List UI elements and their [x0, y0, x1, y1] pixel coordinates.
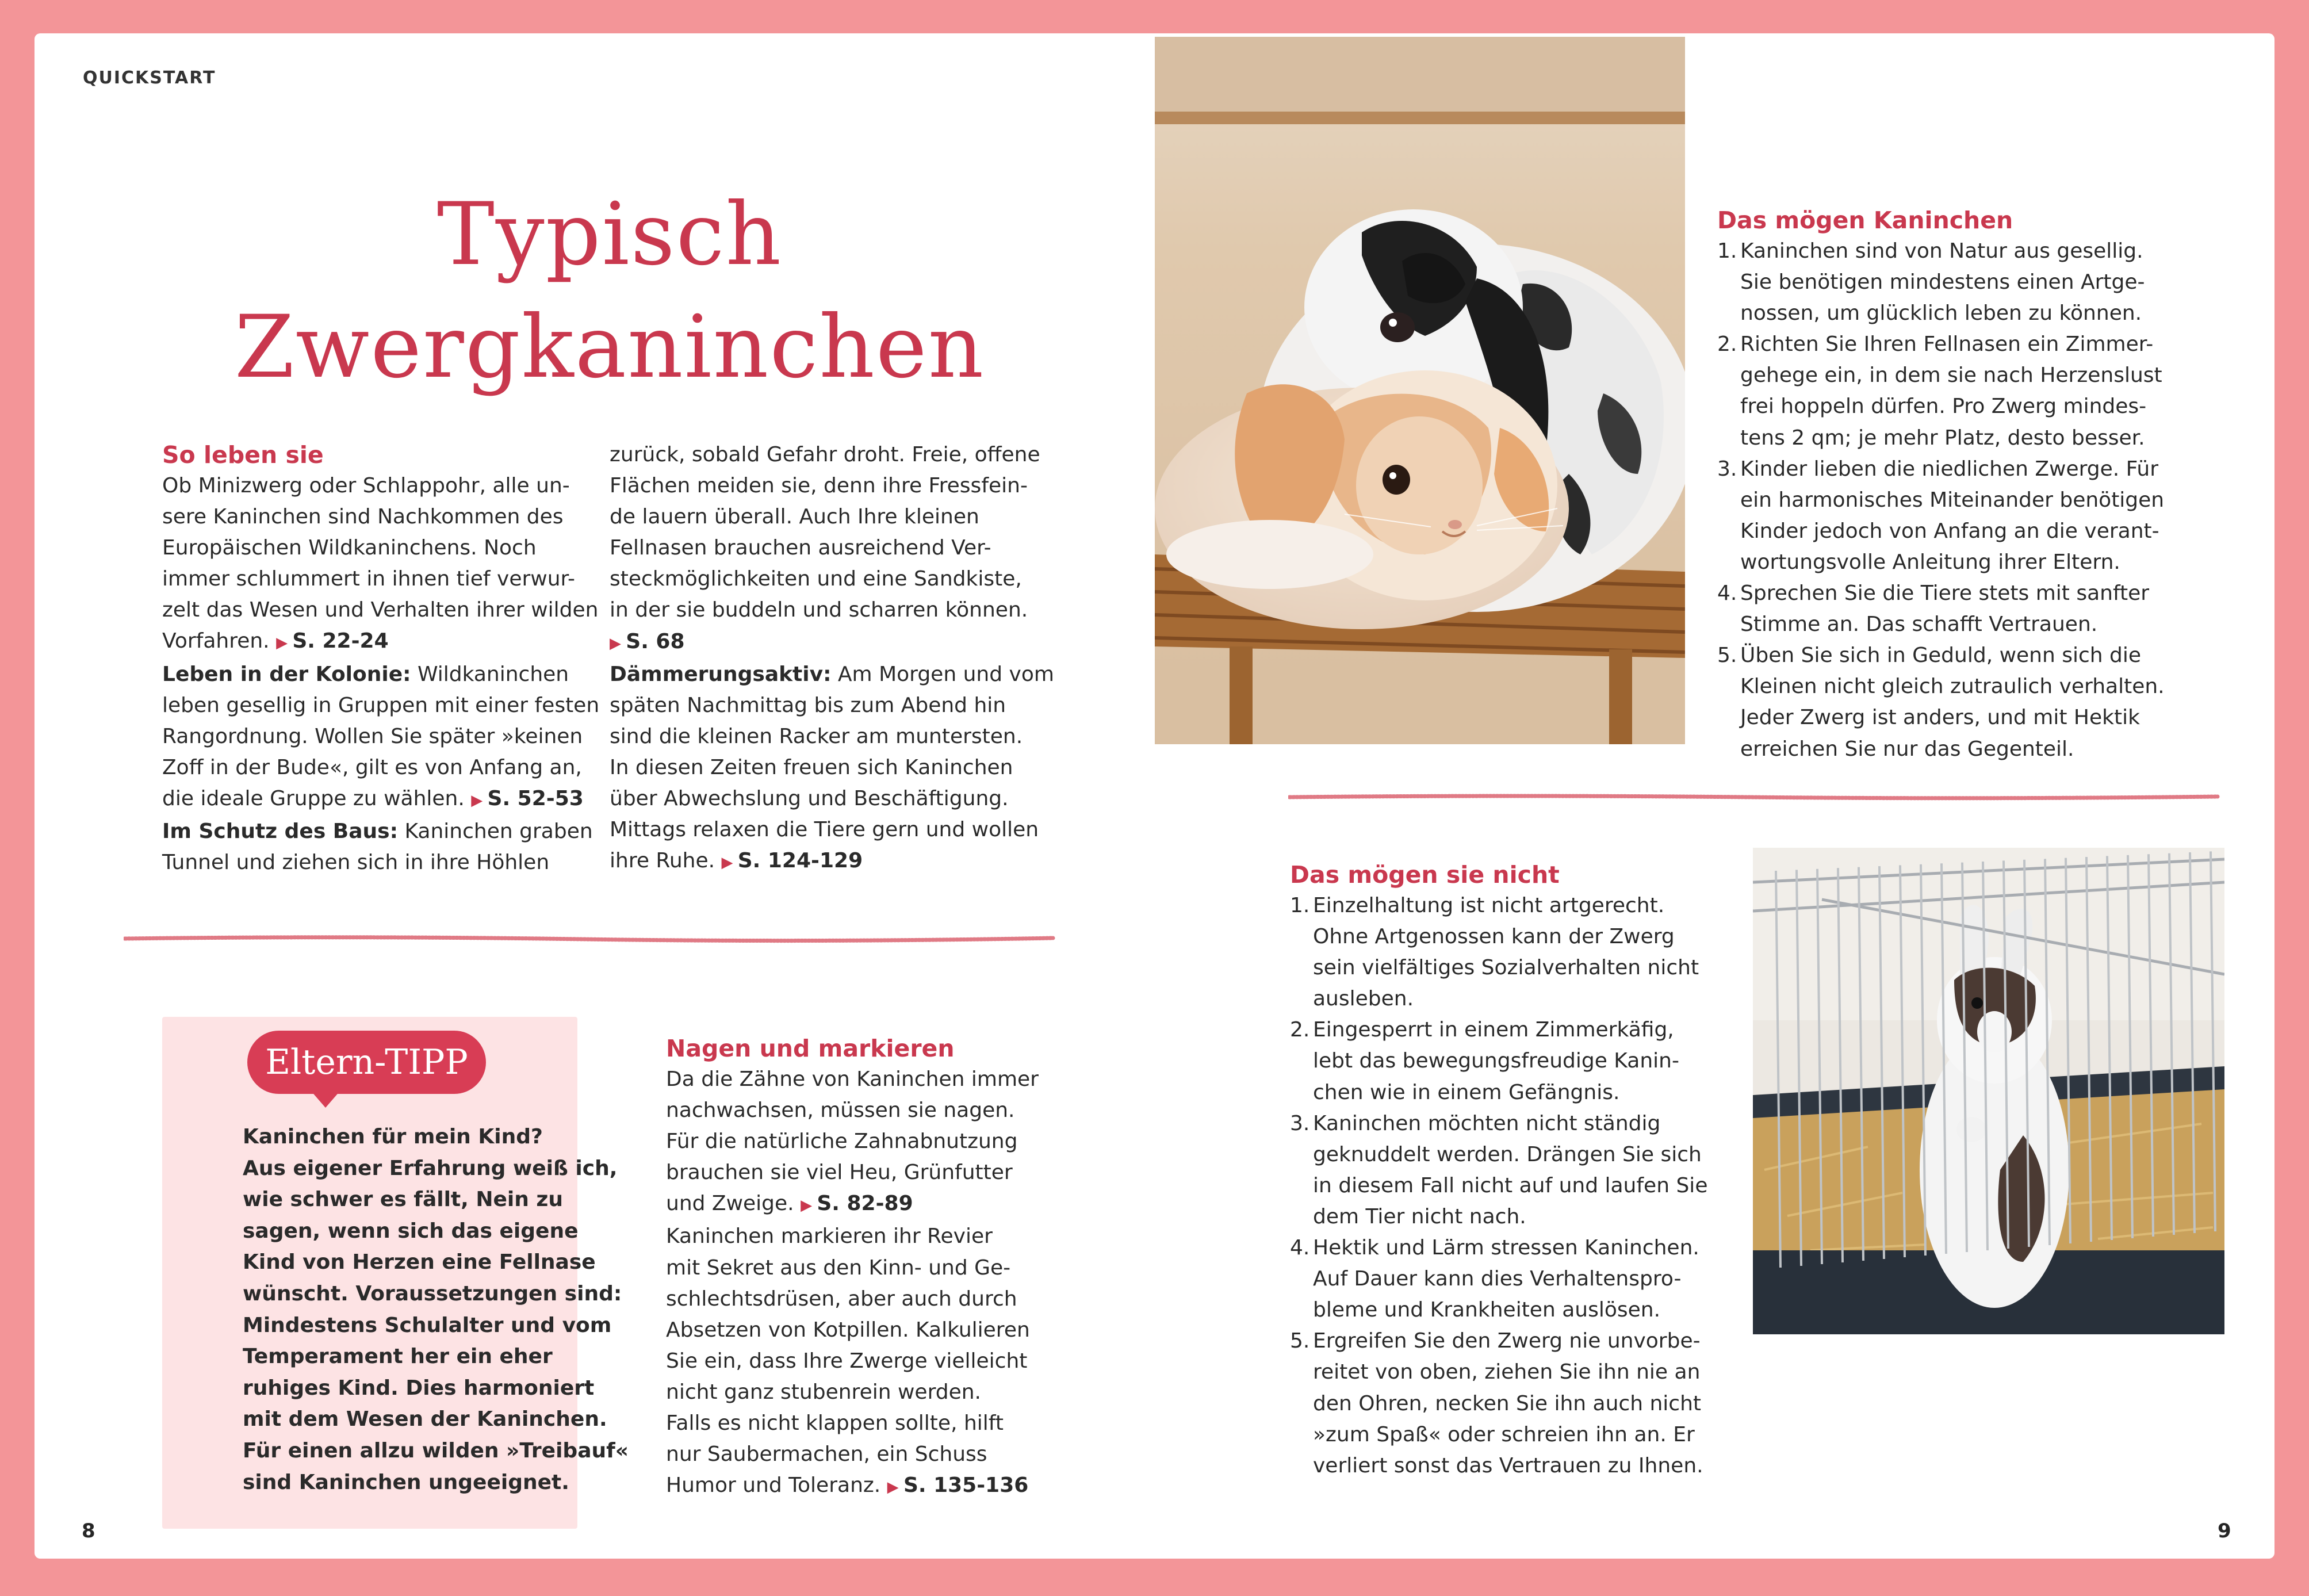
text-line	[666, 1377, 1080, 1408]
page-ref-arrow-icon: ▶	[471, 791, 488, 809]
list-item	[1290, 1108, 1762, 1233]
text-line	[162, 470, 599, 502]
text-run: frei hoppeln dürfen. Pro Zwerg mindes-	[1740, 395, 2147, 419]
text-line	[1313, 1419, 1762, 1450]
text-run: immer schlummert in ihnen tief verwur-	[162, 567, 576, 591]
text-run: reitet von oben, ziehen Sie ihn nie an	[1313, 1360, 1701, 1384]
text-line	[610, 659, 1054, 690]
text-line	[1740, 734, 2235, 765]
tip-line: wie schwer es fällt, Nein zu	[243, 1188, 563, 1212]
text-run: Am Morgen und vom	[831, 662, 1054, 686]
tip-line: Aus eigener Erfahrung weiß ich,	[243, 1156, 618, 1180]
text-run: bleme und Krankheiten auslösen.	[1313, 1298, 1661, 1322]
section-heading: Das mögen sie nicht	[1290, 861, 1560, 889]
text-line	[1740, 671, 2235, 702]
text-line	[1313, 1233, 1762, 1264]
book-spread	[35, 33, 2274, 1559]
text-run: Kaninchen möchten nicht ständig	[1313, 1111, 1661, 1135]
list-item	[1290, 1326, 1762, 1481]
text-line	[610, 502, 1047, 533]
page-ref: S. 135-136	[903, 1473, 1029, 1498]
text-line	[162, 626, 599, 659]
list-number: 2.	[1717, 332, 1737, 357]
text-run: zurück, sobald Gefahr droht. Freie, offene	[610, 443, 1040, 466]
text-run: Kaninchen markieren ihr Revier	[666, 1224, 993, 1249]
list-number: 3.	[1717, 457, 1737, 481]
page-ref-arrow-icon: ▶	[721, 854, 738, 872]
text-line	[610, 470, 1047, 502]
paragraph	[162, 816, 599, 878]
tip-line: mit dem Wesen der Kaninchen.	[243, 1407, 607, 1432]
tip-line: wünscht. Voraussetzungen sind:	[243, 1281, 622, 1306]
text-run: Mittags relaxen die Tiere gern und wollen	[610, 818, 1039, 842]
tip-line: Temperament her ein eher	[243, 1345, 553, 1369]
text-line	[243, 1341, 629, 1373]
text-line	[666, 1188, 1080, 1221]
text-run: in diesem Fall nicht auf und laufen Sie	[1313, 1173, 1708, 1197]
tip-line: Für einen allzu wilden »Treibauf«	[243, 1438, 629, 1463]
page-number-left: 8	[82, 1520, 95, 1543]
list-number: 3.	[1290, 1111, 1310, 1135]
text-line	[1740, 360, 2235, 391]
left-column-1	[162, 439, 599, 878]
text-run: Falls es nicht klappen sollte, hilft	[666, 1411, 1004, 1436]
lead-in: Leben in der Kolonie:	[162, 662, 411, 686]
page-ref: S. 52-53	[487, 786, 584, 810]
text-run: de lauern überall. Auch Ihre kleinen	[610, 505, 979, 529]
text-run: schlechtsdrüsen, aber auch durch	[666, 1287, 1017, 1311]
text-line	[1313, 952, 1762, 983]
lead-in: Dämmerungsaktiv:	[610, 662, 832, 686]
tip-badge	[247, 1031, 486, 1094]
page-ref-arrow-icon: ▶	[276, 634, 293, 652]
text-run: Kleinen nicht gleich zutraulich verhalten.	[1740, 675, 2165, 699]
text-line	[162, 659, 599, 690]
list-number: 5.	[1290, 1329, 1310, 1353]
list-item	[1717, 236, 2235, 329]
text-line	[1740, 423, 2235, 454]
list-item	[1717, 329, 2235, 453]
text-run: steckmöglichkeiten und eine Sandkiste,	[610, 567, 1022, 591]
text-line	[1313, 890, 1762, 921]
list-item	[1290, 1015, 1762, 1108]
page-ref-arrow-icon: ▶	[887, 1479, 903, 1497]
text-line	[243, 1436, 629, 1467]
list-item	[1290, 1233, 1762, 1326]
text-line	[1740, 516, 2235, 547]
text-line	[1313, 1108, 1762, 1139]
list-number: 2.	[1290, 1018, 1310, 1042]
paragraph	[666, 1221, 1080, 1503]
rabbit-photo	[1155, 37, 1685, 744]
text-run: lebt das bewegungsfreudige Kanin-	[1313, 1049, 1679, 1073]
text-run: chen wie in einem Gefängnis.	[1313, 1080, 1620, 1104]
text-run: verliert sonst das Vertrauen zu Ihnen.	[1313, 1453, 1703, 1478]
text-run: gehege ein, in dem sie nach Herzenslust	[1740, 363, 2162, 388]
text-line	[666, 1221, 1080, 1252]
text-line	[162, 721, 599, 752]
text-line	[1740, 578, 2235, 609]
text-run: Wildkaninchen	[411, 662, 569, 686]
tip-badge-label: Eltern-TIPP	[265, 1042, 468, 1082]
text-line	[243, 1404, 629, 1436]
text-line	[1313, 983, 1762, 1015]
text-run: geknuddelt werden. Drängen Sie sich	[1313, 1142, 1702, 1166]
text-line	[243, 1279, 629, 1310]
text-line	[162, 816, 599, 847]
text-run: mit Sekret aus den Kinn- und Ge-	[666, 1256, 1011, 1280]
section-label: QUICKSTART	[83, 68, 216, 88]
text-run: Stimme an. Das schafft Vertrauen.	[1740, 613, 2098, 637]
text-line	[1740, 267, 2235, 298]
dislikes-section	[1290, 859, 1762, 1482]
text-run: nicht ganz stubenrein werden.	[666, 1380, 981, 1404]
page-ref: S. 68	[626, 629, 685, 653]
text-line	[610, 439, 1047, 470]
list-number: 4.	[1290, 1236, 1310, 1260]
text-line	[610, 721, 1047, 752]
text-run: Sprechen Sie die Tiere stets mit sanfter	[1740, 581, 2150, 606]
list-item	[1290, 890, 1762, 1015]
text-line	[1740, 454, 2235, 485]
text-run: Zoff in der Bude«, gilt es von Anfang an,	[162, 755, 582, 779]
list-number: 1.	[1290, 894, 1310, 917]
tip-box	[162, 1017, 629, 1529]
tip-badge-pointer	[311, 1090, 340, 1108]
page-ref: S. 82-89	[817, 1192, 913, 1216]
text-run: Kaninchen graben	[398, 820, 593, 844]
text-line	[243, 1216, 629, 1247]
text-line	[1313, 1357, 1762, 1388]
text-line	[610, 690, 1047, 721]
left-column-2	[610, 439, 1054, 878]
lead-in: Im Schutz des Baus:	[162, 820, 398, 844]
page-ref: S. 124-129	[737, 849, 863, 873]
text-run: Kinder jedoch von Anfang an die verant-	[1740, 519, 2159, 543]
text-line	[1313, 1264, 1762, 1295]
paragraph	[666, 1064, 1080, 1221]
text-run: sein vielfältiges Sozialverhalten nicht	[1313, 956, 1699, 980]
text-run: erreichen Sie nur das Gegenteil.	[1740, 737, 2074, 761]
text-line	[666, 1439, 1080, 1470]
text-line	[1740, 609, 2235, 640]
text-line	[610, 533, 1047, 564]
text-line	[666, 1095, 1080, 1126]
text-line	[610, 626, 1047, 659]
text-line	[610, 564, 1047, 595]
text-line	[162, 783, 599, 816]
text-line	[1313, 1139, 1762, 1170]
text-line	[666, 1126, 1080, 1157]
text-run: Ob Minizwerg oder Schlappohr, alle un-	[162, 474, 570, 497]
text-line	[666, 1408, 1080, 1439]
text-line	[243, 1373, 629, 1404]
text-run: leben gesellig in Gruppen mit einer festen	[162, 693, 600, 717]
text-line	[1740, 485, 2235, 516]
text-run: Tunnel und ziehen sich in ihre Höhlen	[162, 851, 550, 875]
text-line	[243, 1184, 629, 1216]
text-run: Auf Dauer kann dies Verhaltenspro-	[1313, 1267, 1682, 1291]
text-line	[243, 1467, 629, 1499]
dislikes-list	[1290, 890, 1762, 1482]
dotted-divider	[1288, 789, 2220, 806]
text-line	[666, 1346, 1080, 1377]
page-title	[35, 178, 1185, 404]
paragraph	[610, 439, 1047, 659]
text-run: nur Saubermachen, ein Schuss	[666, 1442, 987, 1467]
cage-rabbit-photo	[1753, 848, 2224, 1334]
text-line	[666, 1253, 1080, 1284]
text-line	[162, 595, 599, 626]
page-ref: S. 22-24	[292, 629, 389, 653]
list-item	[1717, 578, 2235, 640]
text-line	[610, 783, 1047, 814]
text-line	[610, 814, 1047, 845]
text-run: späten Nachmittag bis zum Abend hin	[610, 693, 1006, 717]
text-run: Richten Sie Ihren Fellnasen ein Zimmer-	[1740, 332, 2154, 357]
text-line	[162, 752, 599, 783]
text-run: wortungsvolle Anleitung ihrer Eltern.	[1740, 550, 2120, 574]
text-line	[1313, 1326, 1762, 1357]
text-run: Eingesperrt in einem Zimmerkäfig,	[1313, 1018, 1674, 1042]
text-line	[1313, 1015, 1762, 1046]
paragraph	[162, 659, 599, 816]
text-run: In diesen Zeiten freuen sich Kaninchen	[610, 755, 1013, 779]
text-run: sind die kleinen Racker am muntersten.	[610, 724, 1023, 748]
text-line	[1313, 1450, 1762, 1482]
text-run: den Ohren, necken Sie ihn auch nicht	[1313, 1391, 1701, 1415]
text-run: Europäischen Wildkaninchens. Noch	[162, 536, 537, 560]
text-run: ein harmonisches Miteinander benötigen	[1740, 488, 2165, 512]
tip-heading: Kaninchen für mein Kind?	[243, 1125, 543, 1149]
text-run: Einzelhaltung ist nicht artgerecht.	[1313, 894, 1665, 917]
section-heading: Das mögen Kaninchen	[1717, 206, 2013, 234]
text-line	[666, 1284, 1080, 1315]
text-line	[610, 752, 1047, 783]
text-line	[243, 1122, 629, 1153]
dotted-divider	[124, 931, 1055, 948]
text-line	[1313, 1201, 1762, 1233]
text-line	[610, 595, 1047, 626]
text-run: Rangordnung. Wollen Sie später »keinen	[162, 724, 583, 748]
text-line	[1313, 921, 1762, 952]
text-line	[162, 502, 599, 533]
text-line	[1740, 702, 2235, 733]
text-line	[162, 533, 599, 564]
text-line	[162, 564, 599, 595]
text-line	[243, 1310, 629, 1342]
nagen-section	[666, 1033, 1080, 1503]
text-line	[666, 1157, 1080, 1188]
text-line	[666, 1315, 1080, 1346]
text-run: brauchen sie viel Heu, Grünfutter	[666, 1161, 1013, 1185]
text-run: Humor und Toleranz.	[666, 1473, 887, 1498]
text-run: Kaninchen sind von Natur aus gesellig.	[1740, 239, 2143, 263]
text-line	[610, 845, 1047, 878]
list-item	[1717, 454, 2235, 578]
text-run: Üben Sie sich in Geduld, wenn sich die	[1740, 644, 2142, 668]
text-run: Für die natürliche Zahnabnutzung	[666, 1130, 1018, 1154]
section-heading: So leben sie	[162, 441, 324, 469]
text-line	[1740, 391, 2235, 422]
text-run: Ergreifen Sie den Zwerg nie unvorbe-	[1313, 1329, 1701, 1353]
text-line	[243, 1247, 629, 1279]
paragraph	[610, 659, 1054, 879]
text-line	[666, 1470, 1080, 1503]
text-line	[1740, 547, 2235, 578]
text-run: Sie benötigen mindestens einen Artge-	[1740, 270, 2145, 294]
text-run: Absetzen von Kotpillen. Kalkulieren	[666, 1318, 1030, 1342]
likes-section	[1717, 205, 2235, 765]
text-run: Da die Zähne von Kaninchen immer	[666, 1067, 1039, 1091]
list-number: 1.	[1717, 239, 1737, 263]
text-line	[1740, 236, 2235, 267]
text-line	[1313, 1295, 1762, 1326]
text-line	[162, 847, 599, 878]
text-run: über Abwechslung und Beschäftigung.	[610, 787, 1009, 811]
text-line	[1313, 1388, 1762, 1419]
text-run: »zum Spaß« oder schreien ihn an. Er	[1313, 1422, 1695, 1446]
tip-text	[243, 1122, 629, 1498]
list-item	[1717, 640, 2235, 764]
text-line	[666, 1064, 1080, 1095]
section-heading: Nagen und markieren	[666, 1035, 955, 1062]
text-run: Fellnasen brauchen ausreichend Ver-	[610, 536, 991, 560]
text-run: Ohne Artgenossen kann der Zwerg	[1313, 925, 1675, 949]
text-run: ihre Ruhe.	[610, 849, 722, 873]
text-line	[1740, 329, 2235, 360]
text-run: nachwachsen, müssen sie nagen.	[666, 1099, 1015, 1123]
text-run: nossen, um glücklich leben zu können.	[1740, 301, 2142, 326]
text-run: Kinder lieben die niedlichen Zwerge. Für	[1740, 457, 2159, 481]
text-line	[1740, 298, 2235, 329]
list-number: 4.	[1717, 581, 1737, 606]
text-run: die ideale Gruppe zu wählen.	[162, 786, 472, 810]
text-run: und Zweige.	[666, 1192, 801, 1216]
tip-line: ruhiges Kind. Dies harmoniert	[243, 1376, 595, 1400]
text-line	[1313, 1046, 1762, 1077]
text-line	[243, 1153, 629, 1185]
text-line	[1740, 640, 2235, 671]
text-run: Flächen meiden sie, denn ihre Fressfein-	[610, 474, 1028, 498]
text-run: dem Tier nicht nach.	[1313, 1204, 1526, 1228]
text-run: tens 2 qm; je mehr Platz, desto besser.	[1740, 426, 2145, 450]
text-run: Hektik und Lärm stressen Kaninchen.	[1313, 1236, 1699, 1260]
text-run: sere Kaninchen sind Nachkommen des	[162, 505, 564, 529]
text-run: zelt das Wesen und Verhalten ihrer wilden	[162, 598, 599, 622]
text-run: Vorfahren.	[162, 629, 277, 653]
likes-list	[1717, 236, 2235, 765]
page-number-right: 9	[2218, 1520, 2231, 1543]
tip-line: sagen, wenn sich das eigene	[243, 1219, 579, 1243]
tip-line: sind Kaninchen ungeeignet.	[243, 1470, 569, 1494]
tip-line: Mindestens Schulalter und vom	[243, 1313, 612, 1337]
title-line-2: Zwergkaninchen	[234, 297, 985, 397]
page-ref-arrow-icon: ▶	[801, 1197, 817, 1215]
text-run: in der sie buddeln und scharren können.	[610, 598, 1028, 622]
text-run: Jeder Zwerg ist anders, und mit Hektik	[1740, 706, 2140, 730]
paragraph	[162, 470, 599, 659]
page-ref-arrow-icon: ▶	[610, 634, 626, 652]
text-run: Sie ein, dass Ihre Zwerge vielleicht	[666, 1349, 1028, 1373]
text-line	[1313, 1077, 1762, 1108]
title-line-1: Typisch	[436, 185, 783, 285]
text-run: ausleben.	[1313, 987, 1414, 1011]
text-line	[1313, 1170, 1762, 1201]
list-number: 5.	[1717, 644, 1737, 668]
tip-line: Kind von Herzen eine Fellnase	[243, 1250, 596, 1274]
text-line	[162, 690, 599, 721]
